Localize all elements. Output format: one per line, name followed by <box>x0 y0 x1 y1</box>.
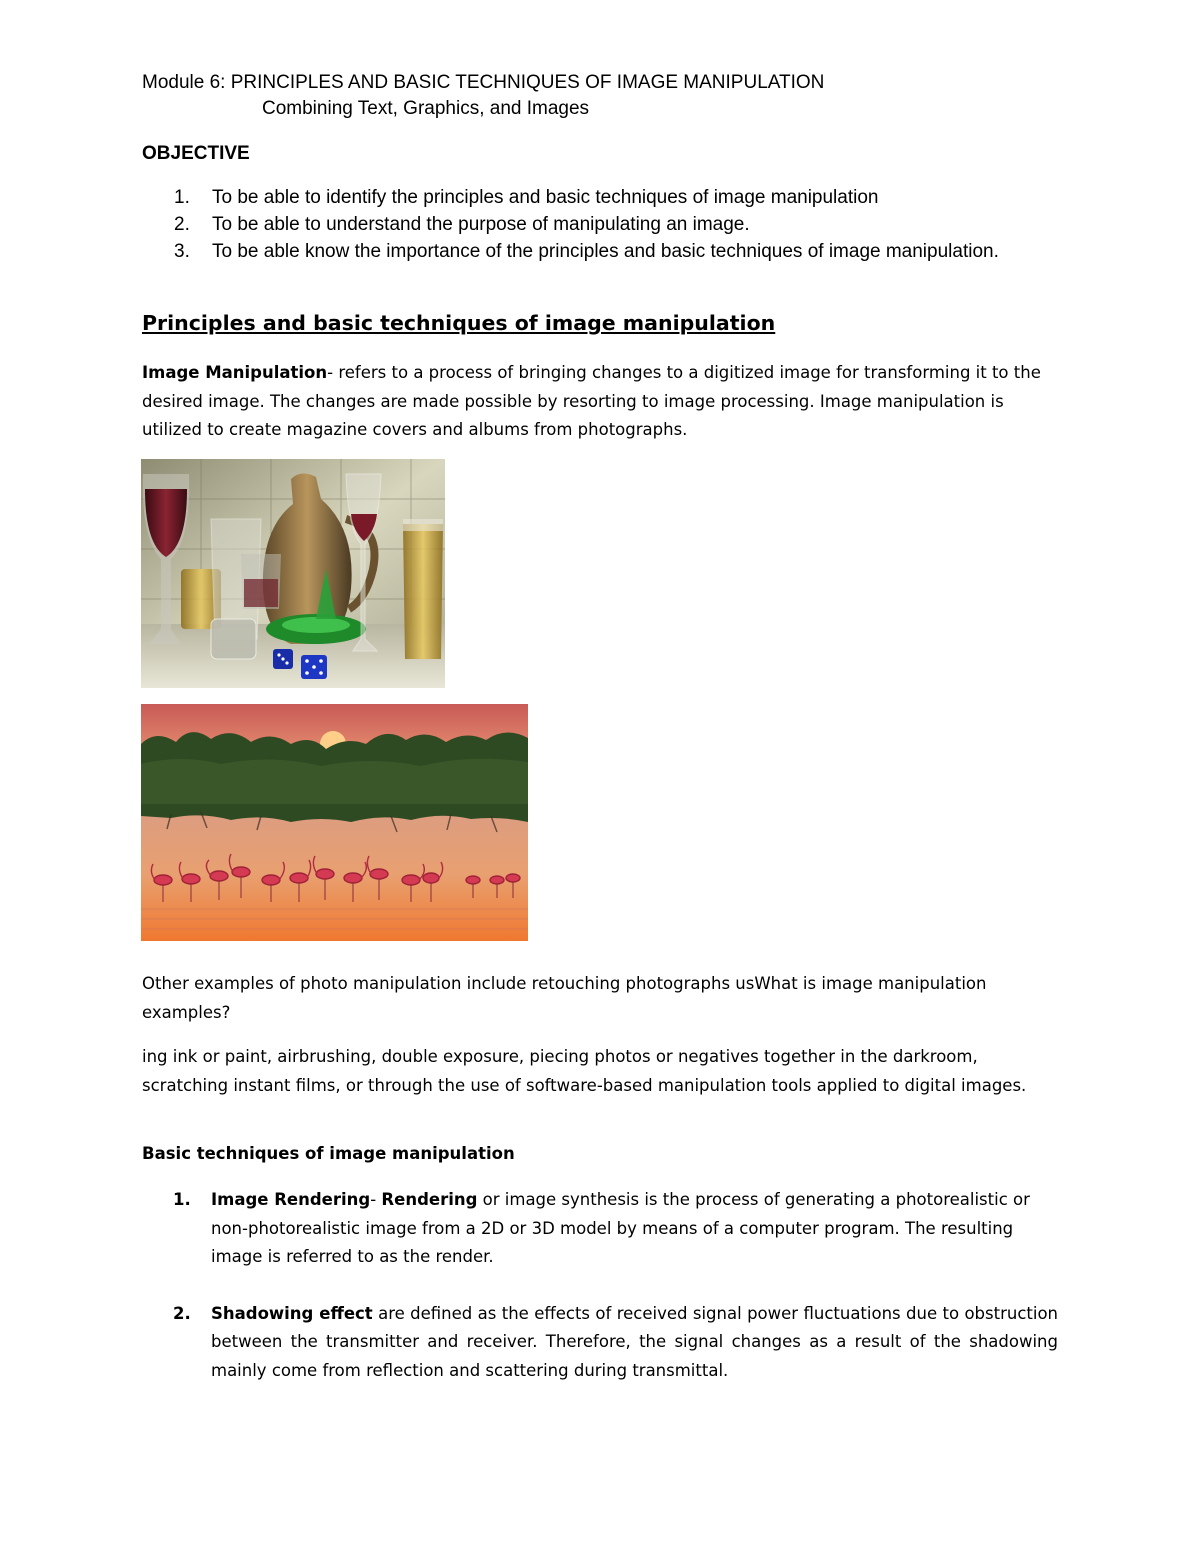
section-heading: Principles and basic techniques of image manipulation <box>142 311 776 335</box>
objective-item <box>142 238 1002 265</box>
list-number: 3. <box>174 241 190 262</box>
technique-item <box>142 1186 1058 1272</box>
examples-paragraph-1: Other examples of photo manipulation include retouching photographs usWhat is image manipulation examples? <box>142 974 987 1022</box>
definition-paragraph <box>142 359 1058 445</box>
technique-text: or image synthesis is the process of generating a photorealistic or non-photorealistic image from a 2D or 3D model by means of a computer program. The resulting image is referred to as the render. <box>211 1190 1030 1266</box>
glassware-still-life-photo <box>141 459 445 688</box>
techniques-heading: Basic techniques of image manipulation <box>142 1144 515 1163</box>
module-subtitle: Combining Text, Graphics, and Images <box>262 98 590 119</box>
technique-term: Image Rendering <box>211 1190 371 1209</box>
objective-text: To be able to understand the purpose of manipulating an image. <box>212 214 750 235</box>
objective-heading: OBJECTIVE <box>142 143 250 164</box>
technique-term: Shadowing effect <box>211 1303 373 1323</box>
technique-term-2: Rendering <box>381 1190 478 1209</box>
definition-term: Image Manipulation <box>142 363 328 382</box>
objective-item <box>142 211 1002 238</box>
list-number: 1. <box>173 1190 191 1209</box>
technique-item <box>142 1300 1058 1386</box>
objective-text: To be able know the importance of the principles and basic techniques of image manipulation. <box>212 241 999 262</box>
technique-dash: - <box>370 1190 382 1209</box>
techniques-list <box>142 1186 1058 1385</box>
module-title: Module 6: PRINCIPLES AND BASIC TECHNIQUES OF IMAGE MANIPULATION <box>142 72 825 93</box>
objective-text: To be able to identify the principles and basic techniques of image manipulation <box>212 187 879 208</box>
list-number: 2. <box>174 214 190 235</box>
objective-item <box>142 184 1002 211</box>
technique-text: are defined as the effects of received signal power fluctuations due to obstruction between the transmitter and receiver. Therefore, the signal changes as a result of the shadowing mainly come from reflection and scattering during transmittal. <box>211 1303 1059 1380</box>
definition-text: - refers to a process of bringing changes to a digitized image for transforming it to the desired image. The changes are made possible by resorting to image processing. Image manipulation is utilized to create magazine covers and albums from photographs. <box>142 363 1041 439</box>
examples-paragraph-2: ing ink or paint, airbrushing, double exposure, piecing photos or negatives together in the darkroom, scratching instant films, or through the use of software-based manipulation tools applied to digital images. <box>142 1047 1027 1095</box>
objective-list <box>142 184 1002 265</box>
list-number: 1. <box>174 187 190 208</box>
flamingo-sunset-photo <box>141 704 528 941</box>
list-number: 2. <box>173 1303 191 1323</box>
